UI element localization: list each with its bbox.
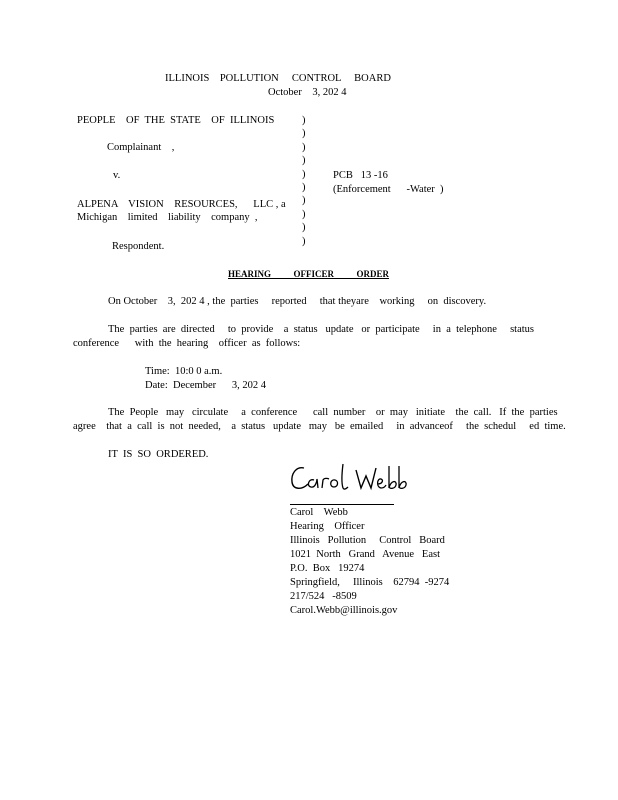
phone-number: 217/524 -8509 xyxy=(290,591,357,602)
complainant-role: Complainant , xyxy=(107,142,175,153)
address-street: 1021 North Grand Avenue East xyxy=(290,549,440,560)
address-city: Springfield, Illinois 62794 -9274 xyxy=(290,577,450,588)
board-name: ILLINOIS POLLUTION CONTROL BOARD xyxy=(165,73,391,84)
signature-line xyxy=(290,504,394,505)
versus-label: v. xyxy=(113,170,121,181)
order-date: October 3, 202 4 xyxy=(268,87,347,98)
paragraph-people-line2: agree that a call is not needed, a status update may be emailed in advanceof the schedul ed time. xyxy=(73,421,566,432)
signer-title: Hearing Officer xyxy=(290,521,365,532)
paragraph-directed-line1: The parties are directed to provide a status update or participate in a telephone status xyxy=(108,324,534,335)
paragraph-discovery: On October 3, 202 4 , the parties reported that theyare working on discovery. xyxy=(108,296,487,307)
paragraph-people-line1: The People may circulate a conference call number or may initiate the call. If the parties xyxy=(108,407,558,418)
respondent-name: ALPENA VISION RESOURCES, LLC , a xyxy=(77,199,286,210)
address-po-box: P.O. Box 19274 xyxy=(290,563,365,574)
signer-organization: Illinois Pollution Control Board xyxy=(290,535,445,546)
signer-name: Carol Webb xyxy=(290,507,348,518)
caption-parentheses: ) ) ) ) ) ) ) ) ) ) xyxy=(302,115,306,247)
conference-date: Date: December 3, 202 4 xyxy=(145,380,267,391)
complainant-party: PEOPLE OF THE STATE OF ILLINOIS xyxy=(77,115,275,126)
paragraph-directed-line2: conference with the hearing officer as follows: xyxy=(73,338,301,349)
respondent-role: Respondent. xyxy=(112,241,165,252)
closing-ordered: IT IS SO ORDERED. xyxy=(108,449,209,460)
case-number: PCB 13 -16 xyxy=(333,170,388,181)
case-type: (Enforcement -Water ) xyxy=(333,184,444,195)
email-address: Carol.Webb@illinois.gov xyxy=(290,605,398,616)
handwritten-signature xyxy=(288,460,418,500)
respondent-description: Michigan limited liability company , xyxy=(77,212,258,223)
conference-time: Time: 10:0 0 a.m. xyxy=(145,366,223,377)
order-title: HEARING OFFICER ORDER xyxy=(228,269,390,279)
